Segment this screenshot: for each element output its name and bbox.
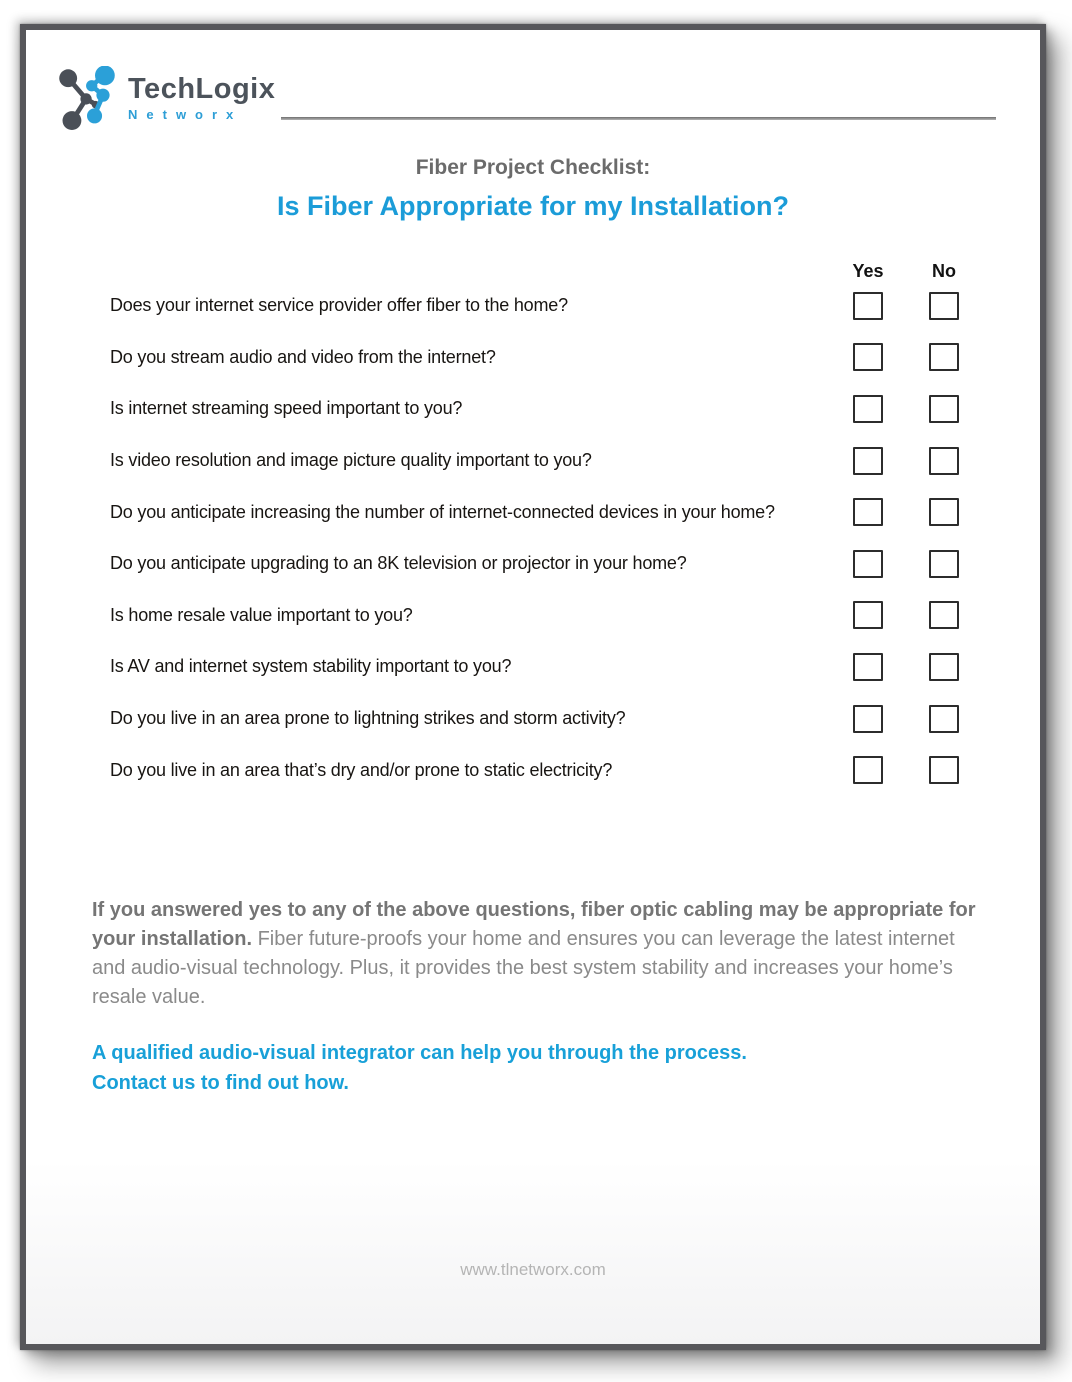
checkbox-yes-9[interactable]	[853, 705, 883, 733]
document-title: Is Fiber Appropriate for my Installation?	[276, 191, 790, 221]
yes-cell	[830, 653, 906, 681]
header-divider	[281, 117, 996, 120]
checklist-row	[110, 744, 982, 796]
no-column-header: No	[932, 261, 956, 281]
no-cell	[906, 498, 982, 526]
cta-block	[92, 1038, 980, 1098]
checklist-row	[110, 641, 982, 693]
checkbox-no-3[interactable]	[929, 395, 959, 423]
checkbox-no-1[interactable]	[929, 292, 959, 320]
checkbox-yes-2[interactable]	[853, 343, 883, 371]
yes-cell	[830, 343, 906, 371]
website-link[interactable]: www.tlnetworx.com	[460, 1260, 606, 1279]
logo-text	[128, 75, 275, 121]
checkbox-no-9[interactable]	[929, 705, 959, 733]
question-text-9: Do you live in an area prone to lightning strikes and storm activity?	[110, 708, 626, 729]
checkbox-no-8[interactable]	[929, 653, 959, 681]
question-text-2: Do you stream audio and video from the internet?	[110, 346, 496, 367]
no-cell	[906, 447, 982, 475]
no-cell	[906, 653, 982, 681]
techlogix-logo	[56, 66, 275, 130]
yes-cell	[830, 756, 906, 784]
no-cell	[906, 601, 982, 629]
no-cell	[906, 756, 982, 784]
checkbox-no-6[interactable]	[929, 550, 959, 578]
question-text-10: Do you live in an area that’s dry and/or prone to static electricity?	[110, 759, 613, 780]
checklist-row	[110, 590, 982, 642]
checkbox-yes-3[interactable]	[853, 395, 883, 423]
checkbox-yes-4[interactable]	[853, 447, 883, 475]
question-text-6: Do you anticipate upgrading to an 8K television or projector in your home?	[110, 553, 687, 574]
question-text-4: Is video resolution and image picture quality important to you?	[110, 450, 592, 471]
question-text-8: Is AV and internet system stability important to you?	[110, 656, 512, 677]
yes-cell	[830, 601, 906, 629]
cta-line-2: Contact us to find out how.	[92, 1071, 349, 1094]
checkbox-no-7[interactable]	[929, 601, 959, 629]
yes-cell	[830, 395, 906, 423]
question-text-7: Is home resale value important to you?	[110, 604, 413, 625]
checkbox-yes-1[interactable]	[853, 292, 883, 320]
checklist-row	[110, 486, 982, 538]
question-text-1: Does your internet service provider offer fiber to the home?	[110, 295, 568, 316]
checklist-rows	[110, 280, 982, 796]
summary-paragraph	[92, 896, 980, 1012]
document-subtitle: Fiber Project Checklist:	[415, 156, 651, 179]
checkbox-yes-10[interactable]	[853, 756, 883, 784]
no-cell	[906, 343, 982, 371]
question-text-5: Do you anticipate increasing the number of internet-connected devices in your home?	[110, 501, 775, 522]
no-cell	[906, 395, 982, 423]
no-cell	[906, 550, 982, 578]
summary-lead-bold: If you answered yes to any of the above questions, fiber optic cabling may be appropriate for your installation.	[92, 898, 976, 950]
checklist-row	[110, 383, 982, 435]
logo-brand-name: TechLogix	[128, 73, 276, 105]
checklist-row	[110, 435, 982, 487]
yes-cell	[830, 498, 906, 526]
checkbox-no-4[interactable]	[929, 447, 959, 475]
yes-cell	[830, 550, 906, 578]
document-page	[20, 24, 1046, 1350]
no-cell	[906, 705, 982, 733]
checklist-header	[110, 256, 982, 280]
checkbox-yes-7[interactable]	[853, 601, 883, 629]
summary-body-text: Fiber future-proofs your home and ensures you can leverage the latest internet and audio-visual technology. Plus, it provides the best system stability and increases your home’s resale value.	[92, 927, 955, 1008]
question-text-3: Is internet streaming speed important to you?	[110, 398, 463, 419]
yes-cell	[830, 705, 906, 733]
checklist-row	[110, 332, 982, 384]
yes-cell	[830, 447, 906, 475]
footer	[26, 1260, 1040, 1280]
checklist-row	[110, 280, 982, 332]
checkbox-no-10[interactable]	[929, 756, 959, 784]
checkbox-no-5[interactable]	[929, 498, 959, 526]
checklist-row	[110, 538, 982, 590]
checklist-row	[110, 693, 982, 745]
molecule-logo-icon	[56, 66, 118, 130]
checklist	[110, 256, 982, 796]
checkbox-yes-5[interactable]	[853, 498, 883, 526]
checkbox-no-2[interactable]	[929, 343, 959, 371]
checkbox-yes-8[interactable]	[853, 653, 883, 681]
yes-column-header: Yes	[852, 261, 884, 281]
logo-sub-name: Networx	[128, 107, 243, 122]
header	[56, 66, 1004, 130]
yes-cell	[830, 292, 906, 320]
cta-line-1: A qualified audio-visual integrator can help you through the process.	[92, 1041, 747, 1064]
checkbox-yes-6[interactable]	[853, 550, 883, 578]
no-cell	[906, 292, 982, 320]
